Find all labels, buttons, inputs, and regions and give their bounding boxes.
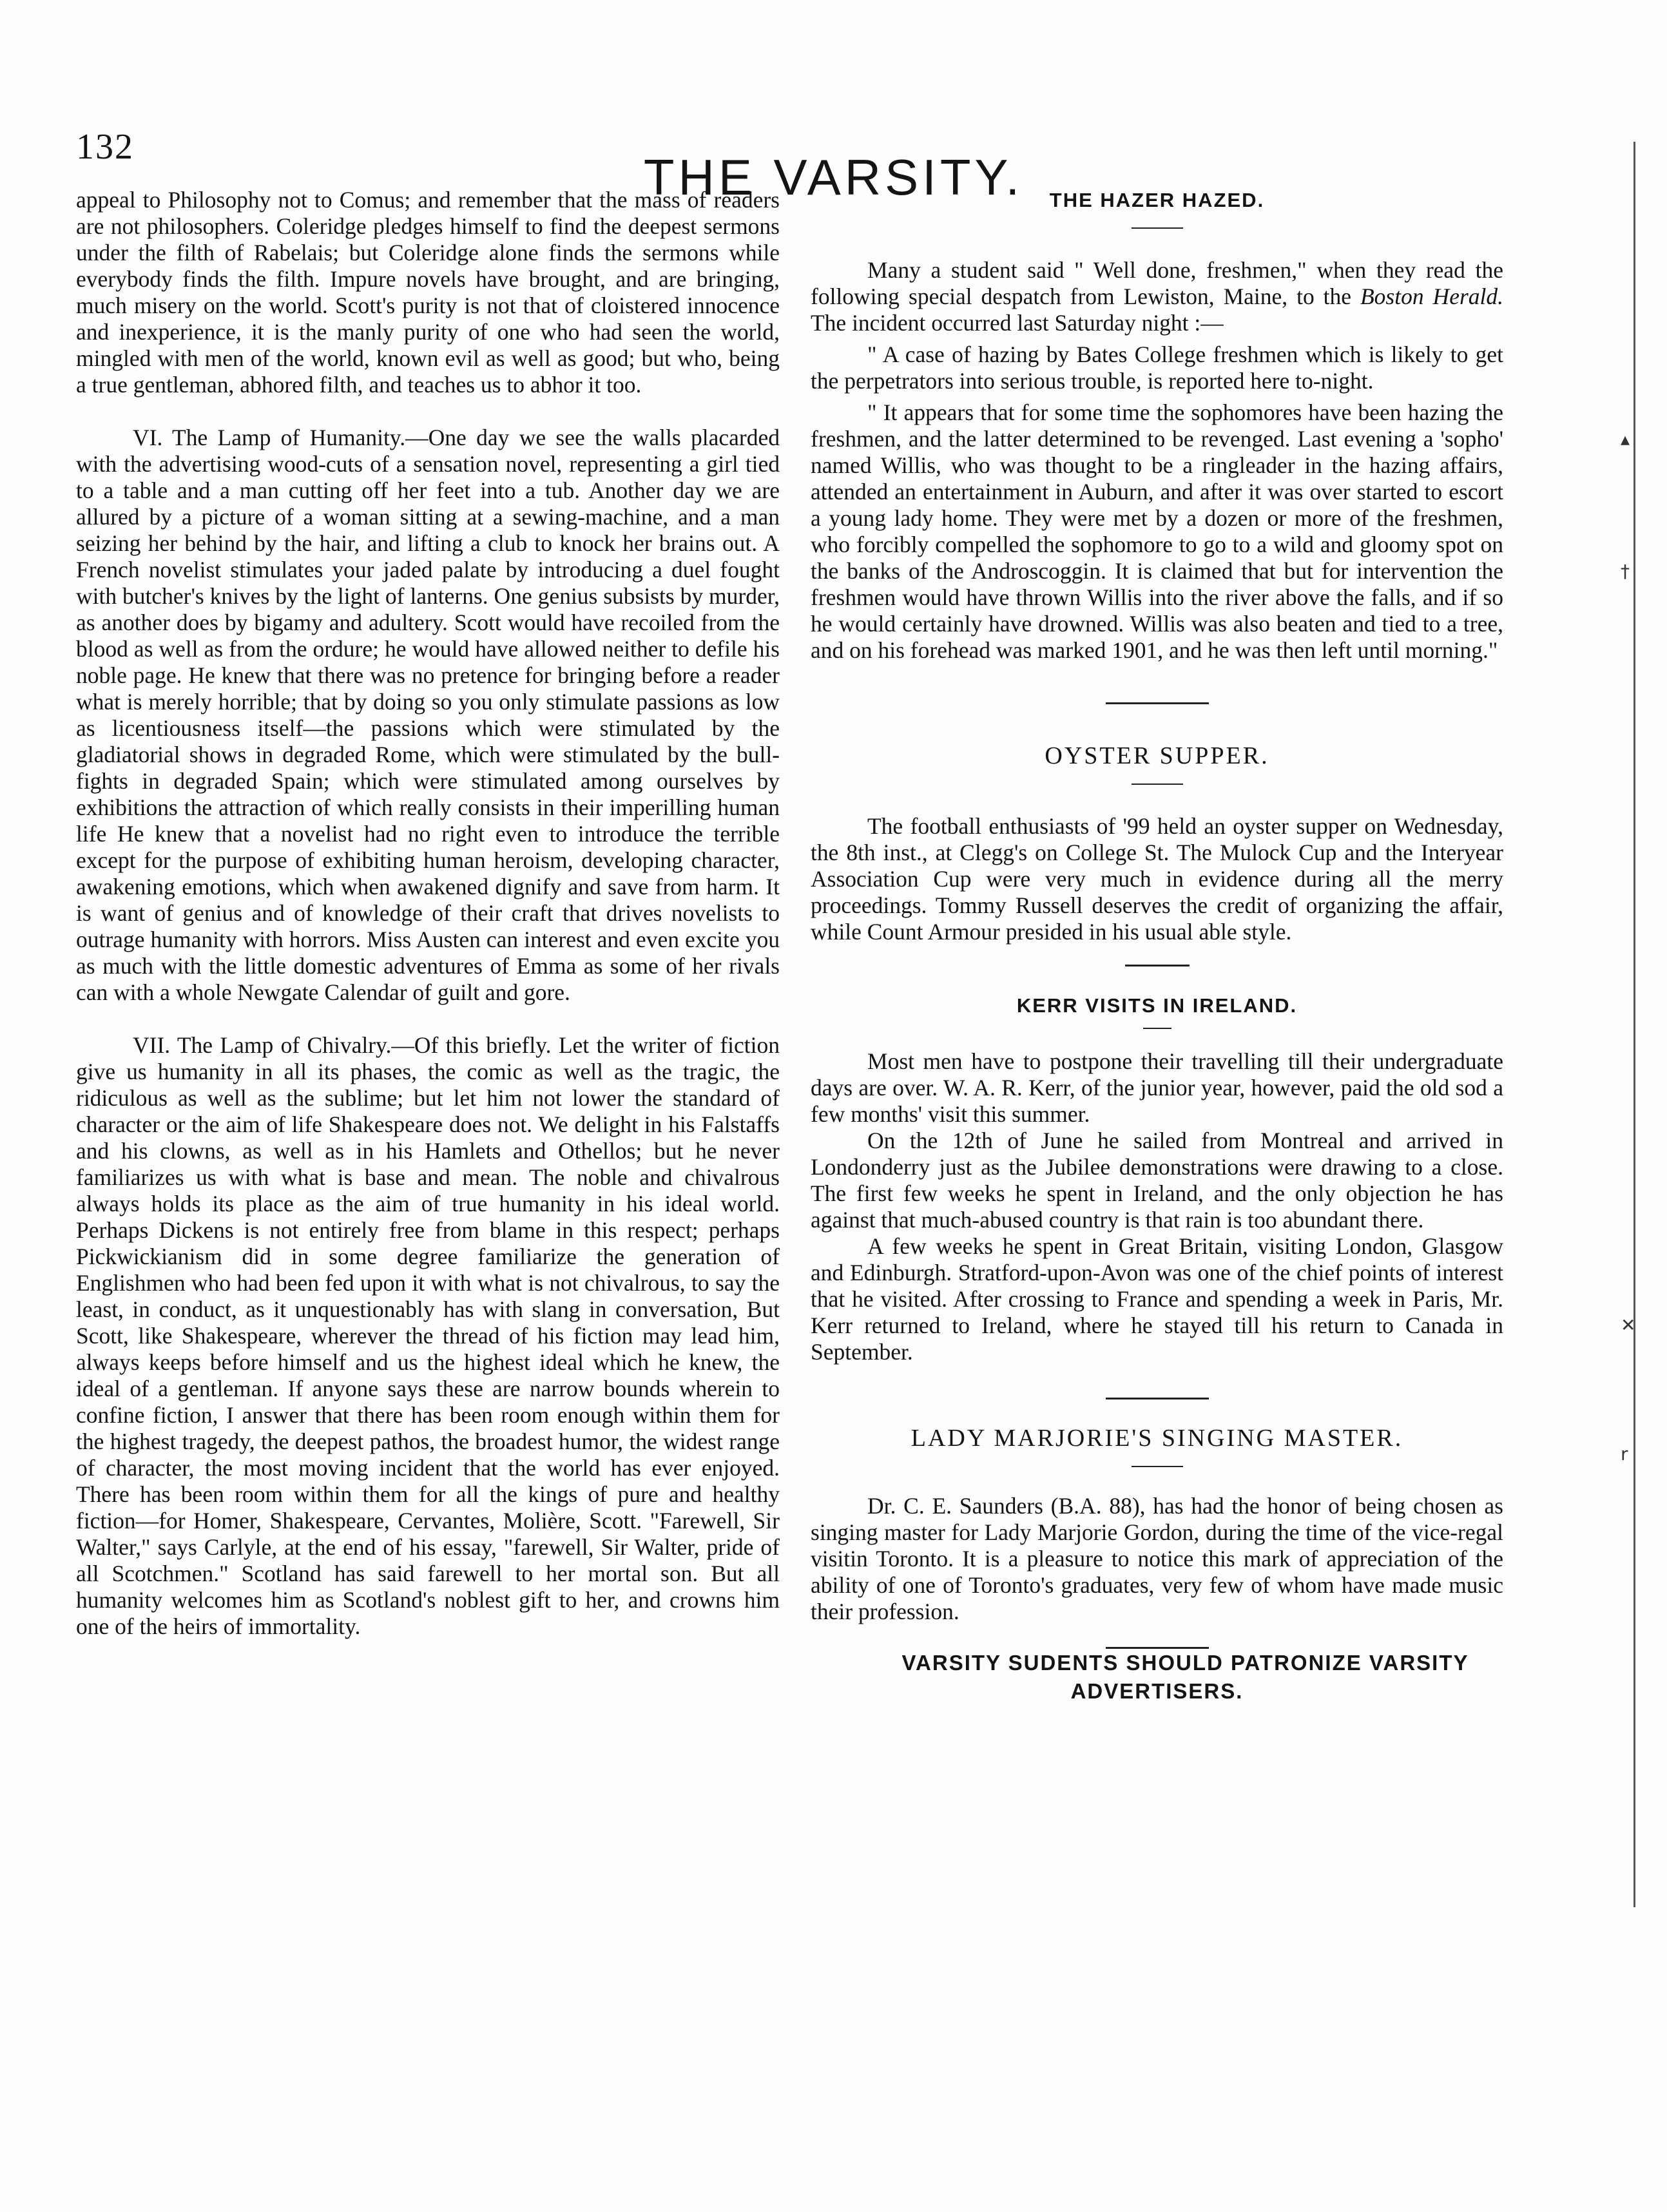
kerr-paragraph: Most men have to postpone their travelling till their undergraduate days are over. W. A. R. Kerr, of the junior year, however, paid the old sod a few months' visit this summer. [811,1048,1503,1127]
kerr-paragraph: A few weeks he spent in Great Britain, visiting London, Glasgow and Edinburgh. Stratford-upon-Avon was one of the chief points of interest that he visited. After crossing to France and spending a week in Paris, Mr. Kerr returned to Ireland, where he stayed till his return to Canada in September. [811,1233,1503,1365]
margin-mark: ▴ [1621,428,1630,450]
lady-text: Dr. C. E. Saunders (B.A. 88), has had the honor of being chosen as singing master for Lady Marjorie Gordon, during the time of the vice-regal visitin Toronto. It is a pleasure to notice this mark of appreciation of the ability of one of Toronto's graduates, very few of whom have made music their profession. [811,1493,1503,1624]
lamp-of-humanity-paragraph: VI. The Lamp of Humanity.—One day we see the walls placarded with the advertising wood-cuts of a sensation novel, representing a girl tied to a table and a man cutting off her feet into a tub. Another day we are allured by a picture of a woman sitting at a sewing-machine, and a man seizing her behind by the hair, and lifting a club to knock her brains out. A French novelist stimulates your jaded palate by introducing a duel fought with butcher's knives by the light of lanterns. One genius subsists by murder, as another does by bigamy and adultery. Scott would have recoiled from the blood as well as from the ordure; he would have allowed neither to defile his noble page. He knew that there was no pretence for bringing before a reader what is merely horrible; that by doing so you only stimulate passions as low as licentiousness itself—the passions which were stimulated by the gladiatorial shows in degraded Rome, which were stimulated by the bull-fights in degraded Spain; which were stimulated among ourselves by exhibitions the attraction of which really consists in their imperilling human life He knew that a novelist had no right even to introduce the terrible except for the purpose of exhibiting human heroism, developing character, awakening emotions, which when awakened dignify and save from harm. It is want of genius and of knowledge of their craft that drives novelists to outrage humanity with horrors. Miss Austen can interest and even excite you as much with the little domestic adventures of Emma as some of her rivals can with a whole Newgate Calendar of guilt and gore. [76,425,780,1005]
closing-notice: VARSITY SUDENTS SHOULD PATRONIZE VARSITY ADVERTISERS. [901,1651,1469,1703]
article-separator [1106,1398,1209,1399]
kerr-heading: KERR VISITS IN IRELAND. [1016,994,1298,1017]
article-separator [1125,965,1190,967]
hazer-quote: " A case of hazing by Bates College freshmen which is likely to get the perpetrators into serious trouble, is reported here to-night. [811,341,1503,394]
right-column [811,187,1503,1706]
kerr-paragraph: On the 12th of June he sailed from Montreal and arrived in Londonderry just as the Jubilee demonstrations were drawing to a close. The first few weeks he spent in Ireland, and the only objection he has against that much-abused country is that rain is too abundant there. [811,1128,1503,1233]
section-divider [1132,227,1183,229]
article-paragraph: appeal to Philosophy not to Comus; and remember that the mass of readers are not philosophers. Coleridge pledges himself to find the deepest sermons under the filth of Rabelais; but Coleridge alone finds the sermons while everybody finds the filth. Impure novels have brought, and are bringing, much misery on the world. Scott's purity is not that of cloistered innocence and inexperience, it is the manly purity of one who had seen the world, mingled with men of the world, known evil as well as good; but who, being a true gentleman, abhored filth, and teaches us to abhor it too. [76,187,780,398]
article-separator [1106,702,1209,704]
left-column [76,187,780,1640]
oyster-heading: OYSTER SUPPER. [1045,742,1269,769]
section-divider [1132,784,1183,785]
newspaper-name: Boston Herald. [1360,284,1503,309]
hazer-intro: Many a student said " Well done, freshmen," when they read the following special despatch from Lewiston, Maine, to the Boston Herald. The incident occurred last Saturday night :— [811,257,1503,336]
margin-mark: † [1621,561,1630,582]
hazer-heading: THE HAZER HAZED. [1049,189,1265,211]
page-edge-line [1633,142,1635,1907]
lady-heading: LADY MARJORIE'S SINGING MASTER. [911,1425,1403,1452]
lamp-of-chivalry-paragraph: VII. The Lamp of Chivalry.—Of this briefly. Let the writer of fiction give us humanity in all its phases, the comic as well as the tragic, the ridiculous as well as the sublime; but let him not lower the standard of character or the aim of life Shakespeare does not. We delight in his Falstaffs and his clowns, as well as in his Hamlets and Othellos; but he never familiarizes us with what is base and mean. The noble and chivalrous always holds its place as the aim of true humanity in his ideal world. Perhaps Dickens is not entirely free from blame in this respect; perhaps Pickwickianism did in some degree familiarize the generation of Englishmen who had been fed upon it with what is not chivalrous, to say the least, in conduct, as it unquestionably has with slang in conversation, But Scott, like Shakespeare, wherever the thread of his fiction may lead him, always keeps before himself and us the highest ideal which he knew, the ideal of a gentleman. If anyone says these are narrow bounds wherein to confine fiction, I answer that there has been room enough within them for the highest tragedy, the deepest pathos, the broadest humor, the widest range of character, the most moving incident that the world has ever enjoyed. There has been room within them for all the kings of pure and healthy fiction—for Homer, Shakespeare, Cervantes, Molière, Scott. "Farewell, Sir Walter," says Carlyle, at the end of his essay, "farewell, Sir Walter, pride of all Scotchmen." Scotland has said farewell to her mortal son. But all humanity welcomes him as Scotland's noblest gift to her, and crowns him one of the heirs of immortality. [76,1032,780,1639]
hazer-quote: " It appears that for some time the sophomores have been hazing the freshmen, and the latter determined to be revenged. Last evening a 'sopho' named Willis, who was thought to be a ringleader in the hazing affairs, attended an entertainment in Auburn, and after it was over started to escort a young lady home. They were met by a dozen or more of the freshmen, who forcibly compelled the sophomore to go to a wild and gloomy spot on the banks of the Androscoggin. It is claimed that but for intervention the freshmen would have thrown Willis into the river above the falls, and if so he would certainly have drowned. Willis was also beaten and tied to a tree, and on his forehead was marked 1901, and he was then left until morning." [811,399,1503,663]
section-divider [1132,1466,1183,1467]
section-divider [1143,1028,1171,1029]
margin-mark: r [1621,1443,1628,1465]
oyster-text: The football enthusiasts of '99 held an oyster supper on Wednesday, the 8th inst., at Clegg's on College St. The Mulock Cup and the Interyear Association Cup were very much in evidence during all the merry proceedings. Tommy Russell deserves the credit of organizing the affair, while Count Armour presided in his usual able style. [811,813,1503,945]
margin-mark: ✕ [1621,1314,1636,1336]
masthead-title: THE VARSITY. [643,149,1024,206]
page-number: 132 [76,127,134,167]
